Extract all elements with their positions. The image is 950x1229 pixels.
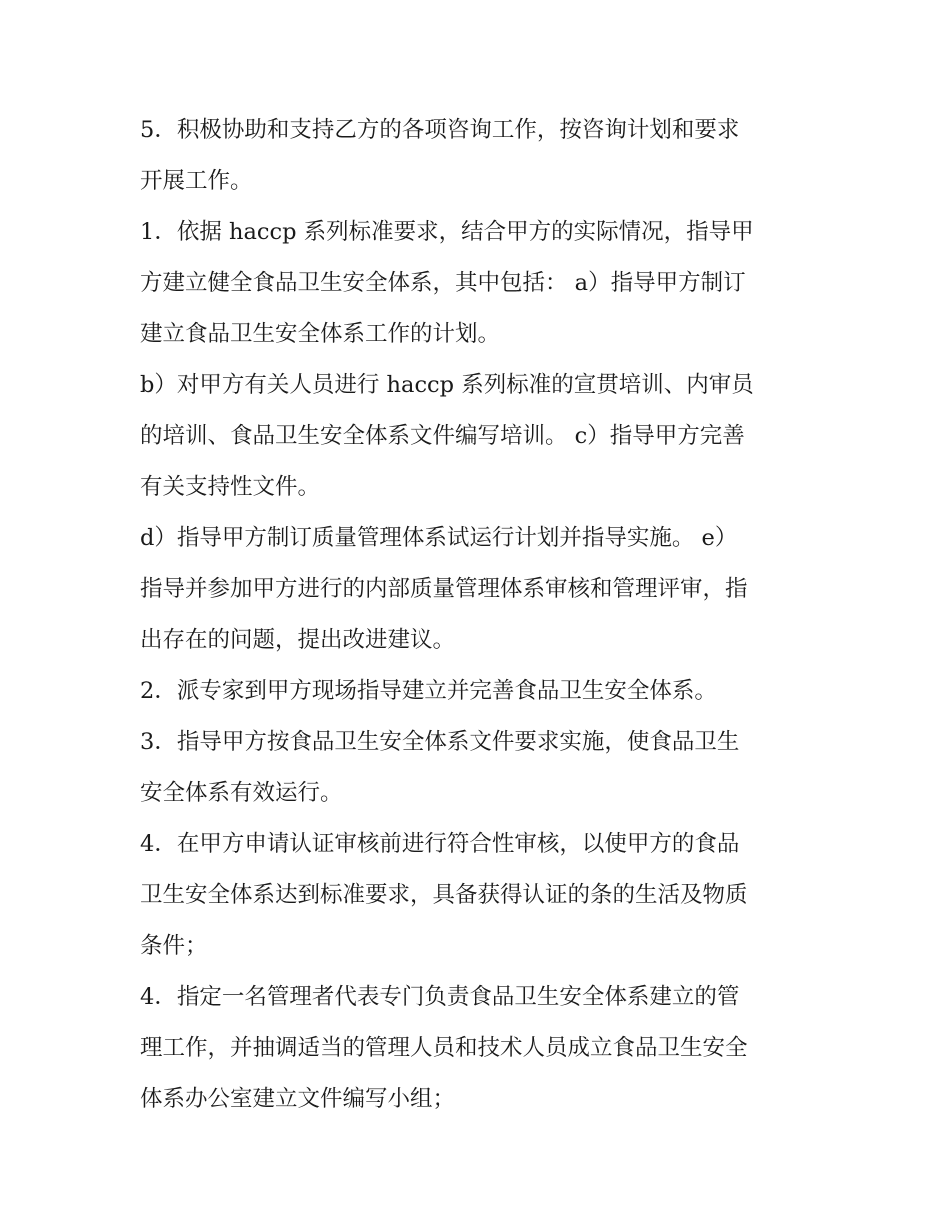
text-line: 建立食品卫生安全体系工作的计划。 <box>140 321 501 347</box>
paragraph-item-3-implementation <box>140 717 815 819</box>
paragraph-item-5-support <box>140 105 815 207</box>
text-line: 的培训、食品卫生安全体系文件编写培训。 c）指导甲方完善 <box>140 423 745 449</box>
text-line: 安全体系有效运行。 <box>140 780 343 806</box>
text-line: 方建立健全食品卫生安全体系，其中包括： a）指导甲方制订 <box>140 270 746 296</box>
text-line: 1．依据 haccp 系列标准要求，结合甲方的实际情况，指导甲 <box>140 219 754 245</box>
text-line: 理工作，并抽调适当的管理人员和技术人员成立食品卫生安全 <box>140 1035 748 1061</box>
paragraph-item-4-management-rep <box>140 972 815 1125</box>
paragraph-item-b-training <box>140 360 815 513</box>
text-line: 5．积极协助和支持乙方的各项咨询工作，按咨询计划和要求 <box>140 117 740 143</box>
paragraph-item-2-experts <box>140 666 815 717</box>
text-line: 3．指导甲方按食品卫生安全体系文件要求实施，使食品卫生 <box>140 729 740 755</box>
text-line: 条件； <box>140 933 208 959</box>
document-body <box>140 105 815 1125</box>
text-line: 体系办公室建立文件编写小组； <box>140 1086 456 1112</box>
text-line: 卫生安全体系达到标准要求，具备获得认证的条的生活及物质 <box>140 882 748 908</box>
paragraph-item-4-conformity-audit <box>140 819 815 972</box>
paragraph-item-1-haccp <box>140 207 815 360</box>
text-line: b）对甲方有关人员进行 haccp 系列标准的宣贯培训、内审员 <box>140 372 754 398</box>
text-line: 指导并参加甲方进行的内部质量管理体系审核和管理评审，指 <box>140 576 748 602</box>
text-line: d）指导甲方制订质量管理体系试运行计划并指导实施。 e） <box>140 525 738 551</box>
text-line: 有关支持性文件。 <box>140 474 321 500</box>
text-line: 出存在的问题，提出改进建议。 <box>140 627 456 653</box>
paragraph-item-d-trial-run <box>140 513 815 666</box>
text-line: 4．指定一名管理者代表专门负责食品卫生安全体系建立的管 <box>140 984 740 1010</box>
text-line: 2．派专家到甲方现场指导建立并完善食品卫生安全体系。 <box>140 678 717 704</box>
text-line: 开展工作。 <box>140 168 253 194</box>
text-line: 4．在甲方申请认证审核前进行符合性审核，以使甲方的食品 <box>140 831 740 857</box>
